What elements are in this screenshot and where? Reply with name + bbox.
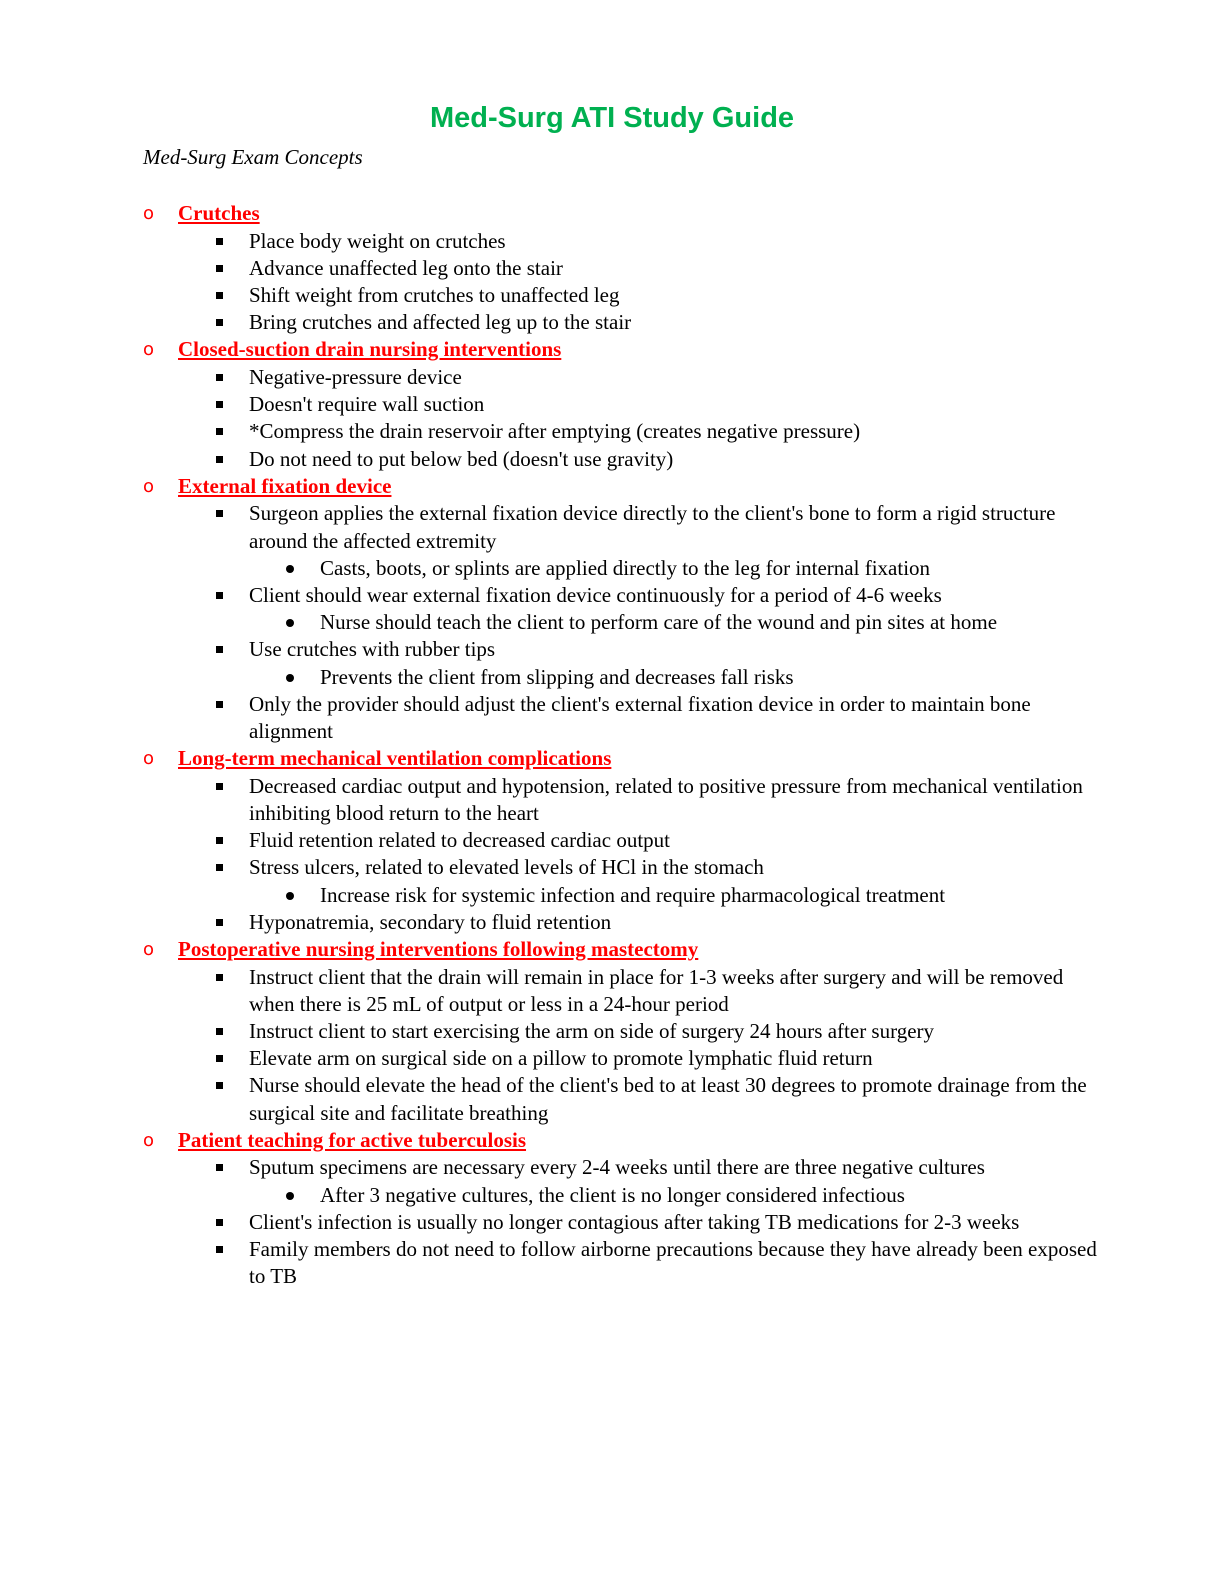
dot-bullet-icon — [283, 609, 320, 636]
list-item-text: Only the provider should adjust the client's external fixation device in order to maintain bone alignment — [249, 691, 1031, 744]
list-item-text: Doesn't require wall suction — [249, 392, 485, 417]
sub-list-item-text: Increase risk for systemic infection and require pharmacological treatment — [320, 882, 946, 907]
square-bullet-icon — [213, 1236, 249, 1263]
list-item — [143, 1209, 1103, 1236]
list-item-text: Hyponatremia, secondary to fluid retention — [249, 909, 612, 934]
list-item — [143, 1072, 1103, 1126]
list-item-text: Negative-pressure device — [249, 365, 462, 389]
square-bullet-icon — [213, 446, 249, 473]
circle-bullet-icon: o — [143, 1129, 155, 1151]
list-item — [143, 827, 1103, 854]
dot-bullet-icon — [283, 882, 320, 909]
list-item — [143, 364, 1103, 391]
page-subtitle: Med-Surg Exam Concepts — [143, 145, 363, 169]
sub-list-item-text: Casts, boots, or splints are applied directly to the leg for internal fixation — [320, 555, 931, 580]
list-item — [143, 1154, 1103, 1181]
square-bullet-icon — [213, 773, 249, 800]
sub-list-item-text: After 3 negative cultures, the client is no longer considered infectious — [320, 1182, 905, 1207]
list-item — [143, 773, 1103, 827]
list-item-text: Surgeon applies the external fixation device directly to the client's bone to form a rigid structure around the affected extremity — [249, 501, 1056, 553]
square-bullet-icon — [213, 691, 249, 718]
dot-bullet-icon — [283, 664, 320, 691]
section-heading: External fixation device — [178, 473, 392, 498]
sub-list-item — [143, 609, 1103, 636]
square-bullet-icon — [213, 582, 249, 609]
square-bullet-icon — [213, 1209, 249, 1236]
list-item — [143, 1236, 1103, 1290]
list-item — [143, 1045, 1103, 1072]
list-item-text: *Compress the drain reservoir after emptying (creates negative pressure) — [249, 419, 861, 444]
list-item-text: Stress ulcers, related to elevated levels of HCl in the stomach — [249, 855, 764, 880]
outline-section — [143, 336, 1103, 472]
circle-bullet-icon: o — [143, 475, 155, 497]
square-bullet-icon — [213, 391, 249, 418]
square-bullet-icon — [213, 1154, 249, 1181]
list-item — [143, 255, 1103, 282]
list-item — [143, 418, 1103, 445]
list-item — [143, 391, 1103, 418]
square-bullet-icon — [213, 500, 249, 527]
circle-bullet-icon: o — [143, 203, 155, 224]
list-item — [143, 446, 1103, 473]
square-bullet-icon — [213, 282, 249, 309]
square-bullet-icon — [213, 909, 249, 936]
dot-bullet-icon — [283, 555, 320, 582]
page-title: Med-Surg ATI Study Guide — [429, 102, 795, 134]
square-bullet-icon — [213, 1018, 249, 1045]
list-item — [143, 582, 1103, 609]
list-item-text: Use crutches with rubber tips — [249, 637, 496, 662]
square-bullet-icon — [213, 418, 249, 445]
square-bullet-icon — [213, 636, 249, 663]
section-heading: Postoperative nursing interventions following mastectomy — [178, 937, 699, 962]
list-item — [143, 691, 1103, 745]
square-bullet-icon — [213, 255, 249, 282]
square-bullet-icon — [213, 1072, 249, 1099]
list-item-text: Sputum specimens are necessary every 2-4 weeks until there are three negative cultures — [249, 1155, 985, 1180]
list-item-text: Advance unaffected leg onto the stair — [249, 255, 563, 280]
sub-list-item — [143, 1182, 1103, 1209]
square-bullet-icon — [213, 1045, 249, 1072]
list-item — [143, 228, 1103, 255]
outline-section — [143, 200, 1103, 336]
section-heading-row — [143, 200, 1103, 228]
list-item-text: Nurse should elevate the head of the client's bed to at least 30 degrees to promote drainage from the surgical site and facilitate breathing — [249, 1073, 1087, 1125]
section-heading-row — [143, 1127, 1103, 1155]
list-item-text: Family members do not need to follow airborne precautions because they have already been exposed to TB — [249, 1237, 1097, 1289]
sub-list-item-text: Prevents the client from slipping and decreases fall risks — [320, 664, 794, 689]
section-heading: Crutches — [178, 201, 260, 225]
sub-list-item-text: Nurse should teach the client to perform care of the wound and pin sites at home — [320, 610, 998, 635]
list-item-text: Place body weight on crutches — [249, 228, 506, 253]
square-bullet-icon — [213, 309, 249, 336]
list-item — [143, 309, 1103, 336]
circle-bullet-icon: o — [143, 748, 155, 770]
square-bullet-icon — [213, 964, 249, 991]
outline-section — [143, 745, 1103, 936]
list-item — [143, 1018, 1103, 1045]
list-item-text: Shift weight from crutches to unaffected leg — [249, 283, 620, 307]
section-heading-row — [143, 473, 1103, 501]
list-item-text: Instruct client that the drain will remain in place for 1-3 weeks after surgery and will be removed when there is 25 mL of output or less in a 24-hour period — [249, 964, 1064, 1016]
list-item-text: Fluid retention related to decreased cardiac output — [249, 828, 670, 853]
list-item-text: Decreased cardiac output and hypotension, related to positive pressure from mechanical ventilation inhibiting blood return to the heart — [249, 773, 1083, 826]
list-item-text: Client should wear external fixation device continuously for a period of 4-6 weeks — [249, 583, 942, 608]
sub-list-item — [143, 882, 1103, 909]
dot-bullet-icon — [283, 1182, 320, 1209]
section-heading: Patient teaching for active tuberculosis — [178, 1127, 527, 1152]
outline-section — [143, 936, 1103, 1127]
section-heading-row — [143, 745, 1103, 773]
list-item — [143, 964, 1103, 1018]
list-item — [143, 854, 1103, 881]
section-heading-row — [143, 336, 1103, 364]
square-bullet-icon — [213, 854, 249, 881]
list-item — [143, 282, 1103, 309]
section-heading: Long-term mechanical ventilation complications — [178, 746, 612, 771]
sub-list-item — [143, 555, 1103, 582]
square-bullet-icon — [213, 364, 249, 391]
list-item-text: Instruct client to start exercising the arm on side of surgery 24 hours after surgery — [249, 1019, 935, 1044]
circle-bullet-icon: o — [143, 939, 155, 961]
section-heading-row — [143, 936, 1103, 964]
list-item-text: Bring crutches and affected leg up to the stair — [249, 310, 632, 335]
list-item — [143, 909, 1103, 936]
study-outline — [143, 200, 1103, 1290]
list-item — [143, 636, 1103, 663]
list-item — [143, 500, 1103, 554]
circle-bullet-icon: o — [143, 339, 155, 361]
section-heading: Closed-suction drain nursing interventions — [178, 337, 562, 362]
square-bullet-icon — [213, 827, 249, 854]
sub-list-item — [143, 664, 1103, 691]
list-item-text: Elevate arm on surgical side on a pillow to promote lymphatic fluid return — [249, 1046, 873, 1071]
list-item-text: Do not need to put below bed (doesn't use gravity) — [249, 446, 674, 471]
square-bullet-icon — [213, 228, 249, 255]
outline-section — [143, 1127, 1103, 1291]
list-item-text: Client's infection is usually no longer contagious after taking TB medications for 2-3 weeks — [249, 1209, 1020, 1234]
outline-section — [143, 473, 1103, 745]
